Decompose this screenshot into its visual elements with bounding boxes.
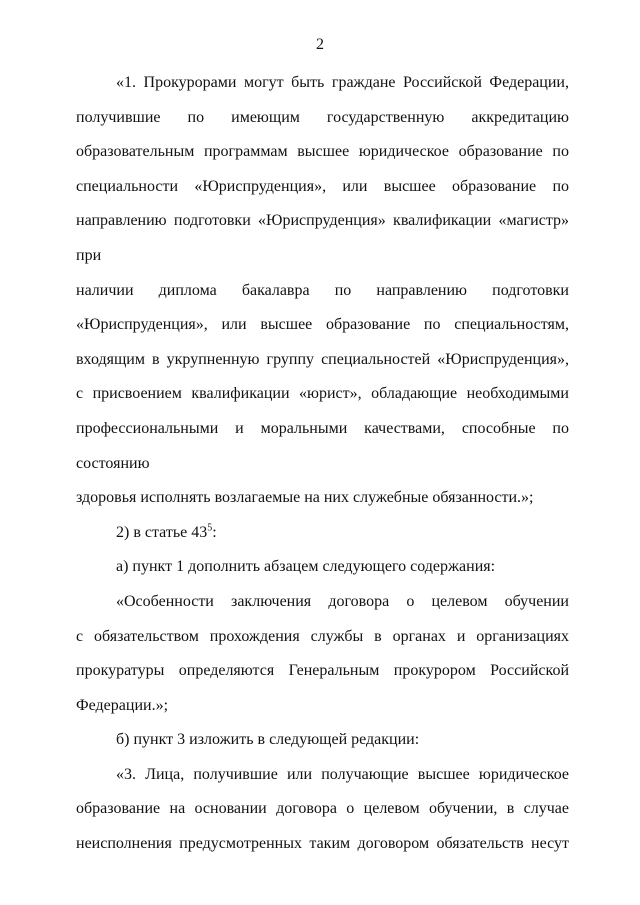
paragraph-prosecutors — [76, 66, 569, 516]
text-line: неисполнения предусмотренных таким договором обязательств несут — [76, 835, 569, 853]
text-line: входящим в укрупненную группу специальностей «Юриспруденция», — [76, 350, 569, 368]
text-line: «Юриспруденция», или высшее образование по специальностям, — [76, 316, 569, 334]
text-line: получившие по имеющим государственную аккредитацию — [76, 108, 569, 126]
text-line: прокуратуры определяются Генеральным прокурором Российской — [76, 662, 569, 680]
text-line: с обязательством прохождения службы в органах и организациях — [76, 627, 569, 645]
article-suffix: : — [212, 523, 217, 541]
text-line: специальности «Юриспруденция», или высшее образование по — [76, 177, 569, 195]
text-line: «Особенности заключения договора о целевом обучении — [116, 592, 569, 610]
text-line: здоровья исполнять возлагаемые на них служебные обязанности.»; — [76, 489, 534, 507]
article-superscript: 5 — [207, 522, 213, 534]
article-prefix: 2) в статье 43 — [116, 523, 208, 541]
paragraph-item-a: а) пункт 1 дополнить абзацем следующего содержания: — [116, 558, 496, 576]
text-line: направлению подготовки «Юриспруденция» квалификации «магистр» при — [76, 212, 569, 264]
paragraph-article-amendment — [76, 516, 569, 551]
document-body — [76, 66, 569, 862]
paragraph-item-b: б) пункт 3 изложить в следующей редакции: — [116, 731, 420, 749]
text-line: образование на основании договора о целевом обучении, в случае — [76, 800, 569, 818]
text-line: профессиональными и моральными качествами, способные по состоянию — [76, 419, 569, 472]
text-line: Федерации.»; — [76, 696, 169, 714]
text-line: с присвоением квалификации «юрист», обладающие необходимыми — [76, 385, 569, 403]
text-line: наличии диплома бакалавра по направлению подготовки — [76, 281, 569, 299]
text-line: «1. Прокурорами могут быть граждане Российской Федерации, — [116, 74, 569, 91]
text-line: «3. Лица, получившие или получающие высшее юридическое — [116, 765, 569, 783]
page-number: 2 — [316, 36, 324, 53]
text-line: образовательным программам высшее юридическое образование по — [76, 143, 569, 161]
paragraph-target-training — [76, 585, 569, 723]
paragraph-point-3 — [76, 758, 569, 862]
